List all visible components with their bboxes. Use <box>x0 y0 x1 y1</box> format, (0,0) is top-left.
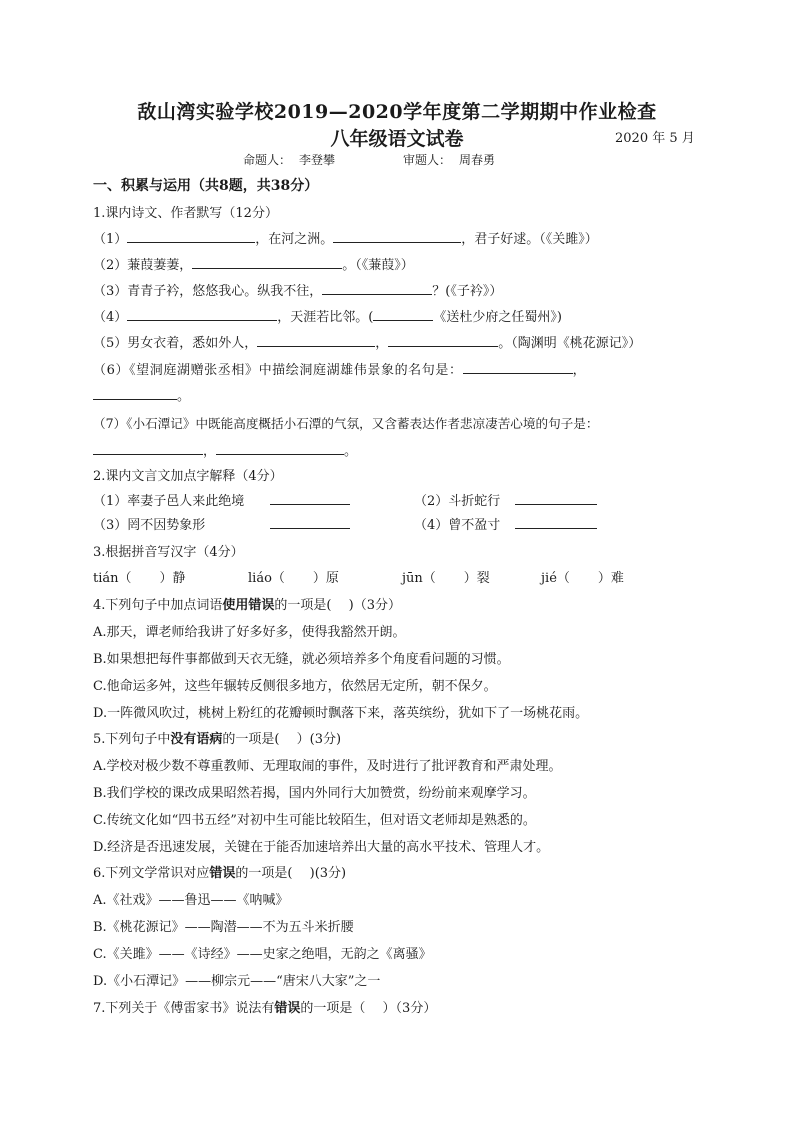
q1-line-6-cont: 。 <box>93 385 190 404</box>
q1-title: 1.课内诗文、作者默写（12分） <box>93 206 278 221</box>
q6-option-a: A.《社戏》——鲁迅——《呐喊》 <box>93 893 289 908</box>
q5-option-d: D.经济是否迅速发展，关键在于能否加速培养出大量的高水平技术、管理人才。 <box>93 840 550 855</box>
q2-blank-4 <box>515 514 597 533</box>
q3-pinyin-2: liáo（ ）原 <box>248 571 339 586</box>
q6-title: 6.下列文学常识对应错误的一项是( )(3分) <box>93 866 347 881</box>
q5-option-c: C.传统文化如“四书五经”对初中生可能比较陌生，但对语文老师却是熟悉的。 <box>93 813 536 828</box>
q2-item-1: （1）率妻子邑人来此绝境 <box>93 494 245 509</box>
answer-blank[interactable] <box>373 308 433 321</box>
q3-pinyin-4: jié（ ）难 <box>541 571 624 586</box>
q1-line-6: （6）《望洞庭湖赠张丞相》中描绘洞庭湖雄伟景象的名句是： ， <box>93 363 587 378</box>
answer-blank[interactable] <box>257 334 375 347</box>
q3-title: 3.根据拼音写汉字（4分） <box>93 545 244 560</box>
q5-option-b: B.我们学校的课改成果昭然若揭，国内外同行大加赞赏，纷纷前来观摩学习。 <box>93 786 536 801</box>
q2-item-3: （3）罔不因势象形 <box>93 518 206 533</box>
q2-title: 2.课内文言文加点字解释（4分） <box>93 469 283 484</box>
q6-option-b: B.《桃花源记》——陶潜——不为五斗米折腰 <box>93 920 354 935</box>
section-1-title: 一、积累与运用（共8题，共38分） <box>93 178 319 194</box>
q6-option-c: C.《关雎》——《诗经》——史家之绝唱，无韵之《离骚》 <box>93 947 432 962</box>
q1-line-3: （3）青青子衿，悠悠我心。纵我不往， ？(《子衿》） <box>93 284 503 299</box>
answer-blank[interactable] <box>192 256 342 269</box>
q1-line-2: （2）蒹葭萋萋， 。（《蒹葭》） <box>93 258 414 273</box>
answer-blank[interactable] <box>463 361 573 374</box>
q6-option-d: D.《小石潭记》——柳宗元——“唐宋八大家”之一 <box>93 974 381 989</box>
setter-label: 命题人： <box>243 153 292 167</box>
q4-option-d: D.一阵微风吹过，桃树上粉红的花瓣顿时飘落下来，落英缤纷，犹如下了一场桃花雨。 <box>93 706 589 721</box>
answer-blank[interactable] <box>388 334 498 347</box>
answer-blank[interactable] <box>216 442 344 455</box>
q2-item-4: （4）曾不盈寸 <box>414 518 501 533</box>
q5-option-a: A.学校对极少数不尊重教师、无理取闹的事件，及时进行了批评教育和严肃处理。 <box>93 759 562 774</box>
answer-blank[interactable] <box>322 282 432 295</box>
setter-name: 李登攀 <box>299 153 336 167</box>
q7-title: 7.下列关于《傅雷家书》说法有错误的一项是（ ）（3分） <box>93 1001 437 1016</box>
q4-option-b: B.如果想把每件事都做到天衣无缝，就必须培养多个角度看问题的习惯。 <box>93 652 510 667</box>
q2-blank-1 <box>270 490 350 509</box>
q1-line-1: （1） ，在河之洲。 ，君子好逑。（《关雎》） <box>93 232 598 247</box>
author-line <box>243 151 503 168</box>
answer-blank[interactable] <box>127 230 255 243</box>
reviewer-label: 审题人： <box>403 153 452 167</box>
answer-blank[interactable] <box>93 442 203 455</box>
q2-blank-3 <box>270 514 350 533</box>
exam-date: 2020 年 5 月 <box>615 131 695 146</box>
exam-subtitle: 八年级语文试卷 <box>330 128 464 150</box>
reviewer-name: 周春勇 <box>459 153 496 167</box>
answer-blank[interactable] <box>270 492 350 505</box>
answer-blank[interactable] <box>333 230 461 243</box>
q1-line-7: （7）《小石潭记》中既能高度概括小石潭的气氛，又含蓄表达作者悲凉凄苦心境的句子是： <box>93 416 599 431</box>
q4-option-c: C.他命运多舛，这些年辗转反侧很多地方，依然居无定所，朝不保夕。 <box>93 679 497 694</box>
answer-blank[interactable] <box>127 308 277 321</box>
answer-blank[interactable] <box>93 387 177 400</box>
q5-title: 5.下列句子中没有语病的一项是( ）(3分) <box>93 732 342 747</box>
q4-title: 4.下列句子中加点词语使用错误的一项是( )（3分） <box>93 598 401 613</box>
q3-pinyin-1: tián（ ）静 <box>93 571 186 586</box>
q1-line-7-cont: ， 。 <box>93 440 357 459</box>
q2-blank-2 <box>515 490 597 509</box>
answer-blank[interactable] <box>515 492 597 505</box>
q3-pinyin-3: jūn（ ）裂 <box>402 571 490 586</box>
exam-title: 敌山湾实验学校2019—2020学年度第二学期期中作业检查 <box>137 101 657 123</box>
q1-line-5: （5）男女衣着，悉如外人， ， 。（陶渊明《桃花源记》） <box>93 336 642 351</box>
q4-option-a: A.那天，谭老师给我讲了好多好多，使得我豁然开朗。 <box>93 625 406 640</box>
answer-blank[interactable] <box>515 516 597 529</box>
q1-line-4: （4） ，天涯若比邻。( 《送杜少府之任蜀州》) <box>93 310 562 325</box>
answer-blank[interactable] <box>270 516 350 529</box>
q2-item-2: （2）斗折蛇行 <box>414 494 501 509</box>
